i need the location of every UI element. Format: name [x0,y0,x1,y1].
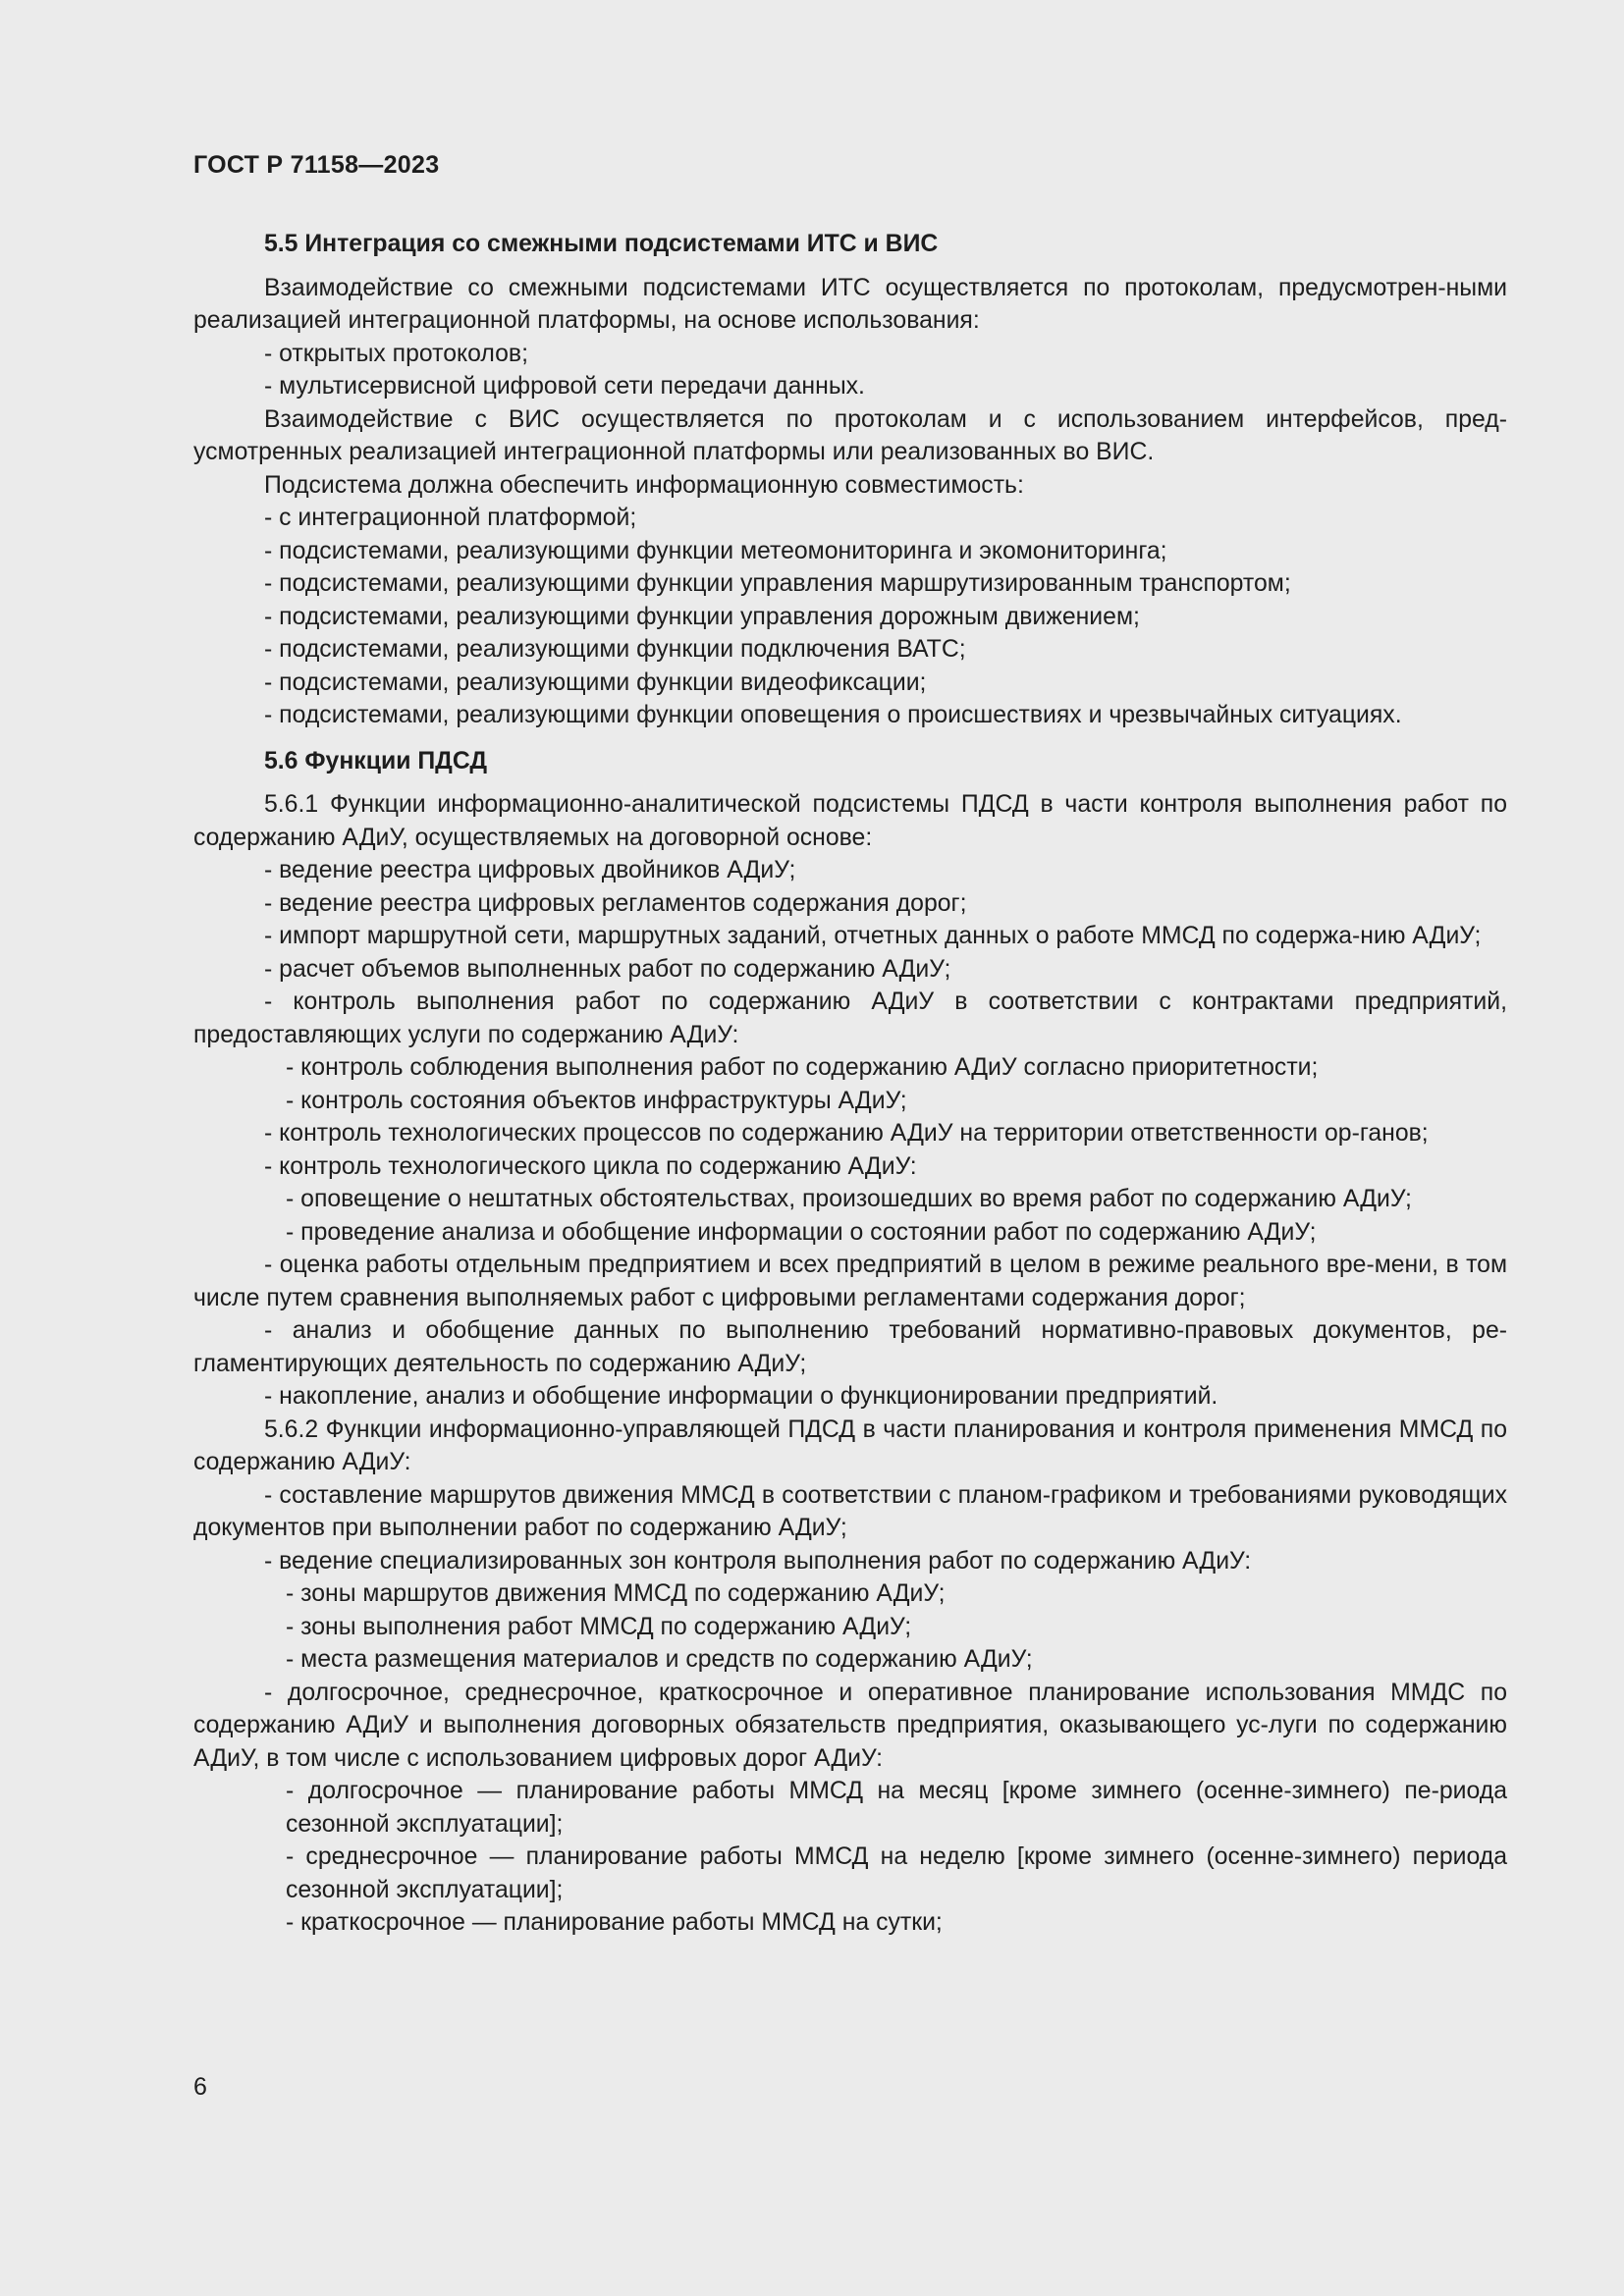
sub-list-item: - среднесрочное — планирование работы ММСД на неделю [кроме зимнего (осенне-зимнего) периода сезонной эксплуатации]; [286,1843,1507,1903]
list-item: - подсистемами, реализующими функции оповещения о происшествиях и чрезвычайных ситуациях. [264,702,1402,728]
list-item: - импорт маршрутной сети, маршрутных заданий, отчетных данных о работе ММСД по содержа-нию АДиУ; [264,923,1482,949]
section-heading-5-6: 5.6 Функции ПДСД [264,747,488,774]
page-content [193,228,1507,1940]
sub-list-item: - проведение анализа и обобщение информации о состоянии работ по содержанию АДиУ; [286,1218,1317,1246]
sub-list-item: - оповещение о нештатных обстоятельствах, произошедших во время работ по содержанию АДиУ; [286,1186,1412,1212]
sub-list-item: - долгосрочное — планирование работы ММСД на месяц [кроме зимнего (осенне-зимнего) пе-риода сезонной эксплуатации]; [286,1778,1507,1838]
paragraph: 5.6.2 Функции информационно-управляющей ПДСД в части планирования и контроля применения ММСД по содержанию АДиУ: [193,1415,1507,1475]
list-item: - контроль выполнения работ по содержанию АДиУ в соответствии с контрактами предприятий, предоставляющих услуги по содержанию АДиУ: [193,988,1507,1048]
paragraph: Взаимодействие с ВИС осуществляется по протоколам и с использованием интерфейсов, пред-усмотренных реализацией интеграционной платформы или реализованных во ВИС. [193,405,1507,465]
list-item: - долгосрочное, среднесрочное, краткосрочное и оперативное планирование использования ММДС по содержанию АДиУ и выполнения договорных обязательств предприятия, оказывающего ус-луги по содержанию АДиУ, в том числе с использованием цифровых дорог АДиУ: [193,1679,1507,1772]
sub-list-item: - контроль состояния объектов инфраструктуры АДиУ; [286,1087,907,1114]
list-item: - оценка работы отдельным предприятием и всех предприятий в целом в режиме реального вре-мени, в том числе путем сравнения выполняемых работ с цифровыми регламентами содержания дорог; [193,1252,1507,1311]
list-item: - подсистемами, реализующими функции управления дорожным движением; [264,603,1140,630]
list-item: - открытых протоколов; [264,340,528,367]
paragraph: 5.6.1 Функции информационно-аналитической подсистемы ПДСД в части контроля выполнения работ по содержанию АДиУ, осуществляемых на договорной основе: [193,791,1507,851]
list-item: - накопление, анализ и обобщение информации о функционировании предприятий. [264,1383,1218,1410]
page-number: 6 [193,2073,207,2101]
document-header: ГОСТ Р 71158—2023 [193,151,440,179]
list-item: - ведение реестра цифровых регламентов содержания дорог; [264,889,967,917]
paragraph: Подсистема должна обеспечить информационную совместимость: [264,471,1024,499]
list-item: - мультисервисной цифровой сети передачи данных. [264,373,865,400]
list-item: - составление маршрутов движения ММСД в соответствии с планом-графиком и требованиями руководящих документов при выполнении работ по содержанию АДиУ; [193,1481,1507,1541]
sub-list-item: - краткосрочное — планирование работы ММСД на сутки; [286,1909,943,1936]
list-item: - подсистемами, реализующими функции подключения ВАТС; [264,636,966,663]
section-heading-5-5: 5.5 Интеграция со смежными подсистемами ИТС и ВИС [264,231,939,257]
list-item: - подсистемами, реализующими функции видеофиксации; [264,668,927,696]
list-item: - подсистемами, реализующими функции метеомониторинга и экомониторинга; [264,537,1167,564]
list-item: - подсистемами, реализующими функции управления маршрутизированным транспортом; [264,570,1291,597]
list-item: - ведение реестра цифровых двойников АДиУ; [264,857,796,883]
list-item: - с интеграционной платформой; [264,505,637,531]
list-item: - расчет объемов выполненных работ по содержанию АДиУ; [264,955,951,983]
sub-list-item: - зоны выполнения работ ММСД по содержанию АДиУ; [286,1613,912,1640]
list-item: - анализ и обобщение данных по выполнению требований нормативно-правовых документов, ре-гламентирующих деятельность по содержанию АДиУ; [193,1317,1507,1377]
list-item: - контроль технологических процессов по содержанию АДиУ на территории ответственности ор-ганов; [264,1120,1429,1147]
sub-list-item: - зоны маршрутов движения ММСД по содержанию АДиУ; [286,1580,946,1607]
list-item: - ведение специализированных зон контроля выполнения работ по содержанию АДиУ: [264,1547,1252,1575]
sub-list-item: - места размещения материалов и средств по содержанию АДиУ; [286,1646,1033,1673]
list-item: - контроль технологического цикла по содержанию АДиУ: [264,1152,917,1180]
sub-list-item: - контроль соблюдения выполнения работ по содержанию АДиУ согласно приоритетности; [286,1054,1319,1081]
paragraph: Взаимодействие со смежными подсистемами ИТС осуществляется по протоколам, предусмотрен-ными реализацией интеграционной платформы, на основе использования: [193,274,1507,334]
